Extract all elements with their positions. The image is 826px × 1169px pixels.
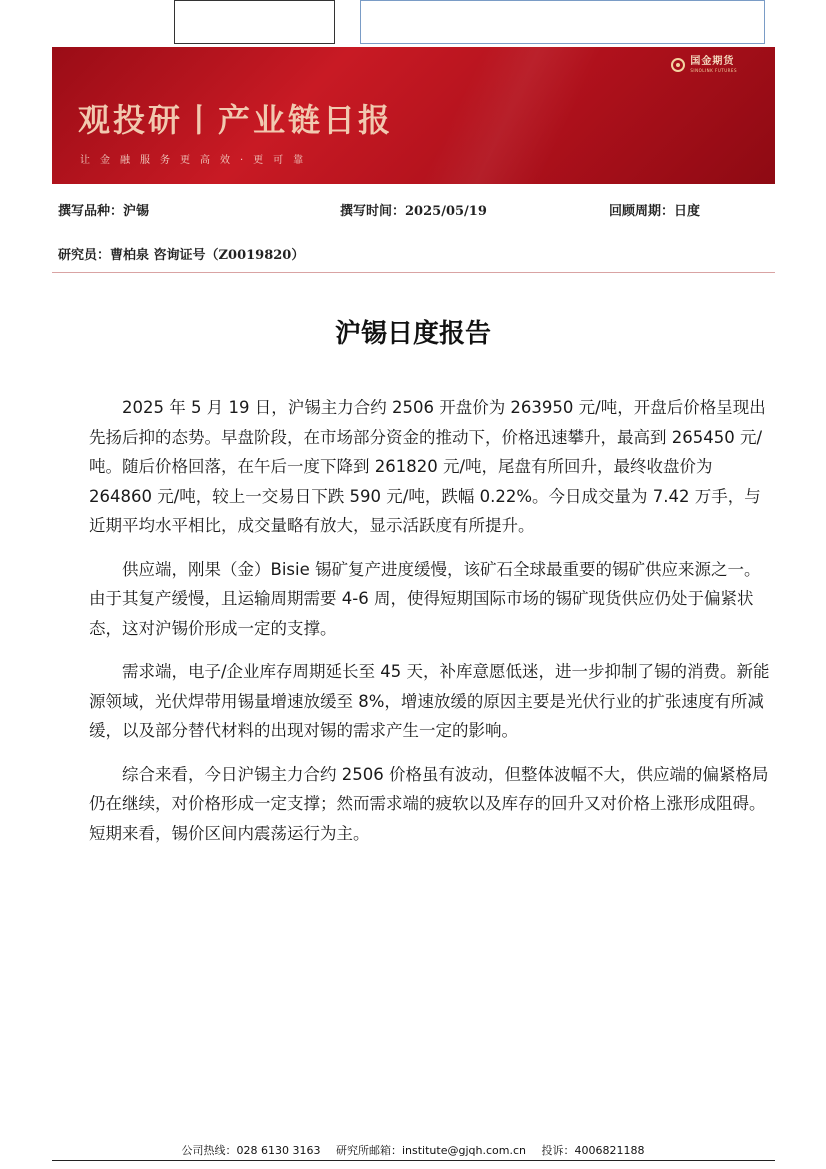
page-footer (0, 1142, 826, 1158)
meta-period (609, 200, 700, 219)
body-paragraph-4: 综合来看，今日沪锡主力合约 2506 价格虽有波动，但整体波幅不大，供应端的偏紧格局仍在继续，对价格形成一定支撑；然而需求端的疲软以及库存的回升又对价格上涨形成阻碍。短期来看，锡价区间内震荡运行为主。 (89, 764, 769, 843)
footer-complaint: 投诉：4006821188 (541, 1144, 645, 1157)
meta-researcher-label: 研究员： (58, 248, 111, 263)
logo-english-name: SINOLINK FUTURES (690, 68, 737, 73)
document-title: 沪锡日度报告 (334, 319, 491, 349)
footer-divider (52, 1160, 775, 1161)
meta-date (340, 200, 487, 219)
banner-title: 观投研丨产业链日报 (78, 101, 394, 139)
body-paragraph-1: 2025 年 5 月 19 日，沪锡主力合约 2506 开盘价为 263950 元/吨，开盘后价格呈现出先扬后抑的态势。早盘阶段，在市场部分资金的推动下，价格迅速攀升，最高到 265450 元/吨。随后价格回落，在午后一度下降到 261820 元/吨，尾盘有所回升，最终收盘价为 264860 元/吨，较上一交易日下跌 590 元/吨，跌幅 0.22%。今日成交量为 7.42 万手，与近期平均水平相比，成交量略有放大，显示活跃度有所提升。 (89, 398, 766, 535)
meta-date-label: 撰写时间： (340, 204, 406, 219)
header-box-left (174, 0, 335, 44)
body-paragraph-3: 需求端，电子/企业库存周期延长至 45 天，补库意愿低迷，进一步抑制了锡的消费。新能源领域，光伏焊带用锡量增速放缓至 8%，增速放缓的原因主要是光伏行业的扩张速度有所减缓，以及部分替代材料的出现对锡的需求产生一定的影响。 (89, 662, 770, 740)
footer-phone: 公司热线：028 6130 3163 (181, 1144, 321, 1157)
logo-name: 国金期货 (690, 56, 735, 67)
meta-divider (52, 272, 775, 273)
banner-slogan: 让金融服务更高效·更可靠 (80, 155, 314, 166)
meta-date-value: 2025/05/19 (405, 204, 487, 219)
meta-variety-label: 撰写品种： (58, 204, 124, 219)
footer-email[interactable]: 研究所邮箱：institute@gjqh.com.cn (335, 1144, 526, 1157)
meta-period-value: 日度 (674, 204, 701, 219)
report-banner (52, 47, 775, 184)
body-paragraph-2: 供应端，刚果（金）Bisie 锡矿复产进度缓慢，该矿石全球最重要的锡矿供应来源之一。由于其复产缓慢，且运输周期需要 4-6 周，使得短期国际市场的锡矿现货供应仍处于偏紧状态，这对沪锡价形成一定的支撑。 (89, 559, 761, 638)
meta-variety (58, 200, 149, 219)
meta-variety-value: 沪锡 (123, 204, 150, 219)
company-logo (671, 57, 737, 73)
meta-researcher-value: 曹柏泉 咨询证号（Z0019820） (110, 248, 305, 263)
document-body (89, 393, 773, 862)
header-box-right (360, 0, 765, 44)
logo-mark-icon (671, 58, 685, 72)
meta-period-label: 回顾周期： (609, 204, 675, 219)
meta-researcher (58, 244, 304, 263)
